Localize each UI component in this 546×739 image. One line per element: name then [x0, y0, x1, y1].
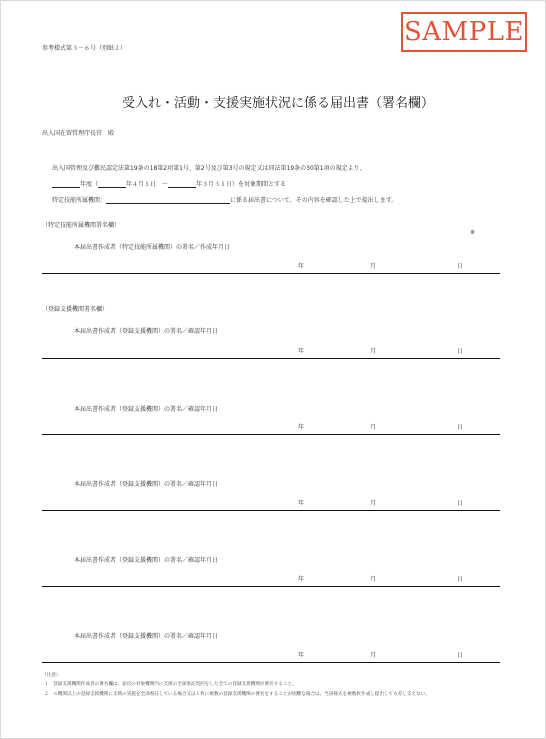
support-org-signature-label: 本届出書作成者（登録支援機関）の署名／確認年月日 [74, 406, 219, 413]
date-year-unit: 年 [298, 652, 305, 659]
start-date: 年４月１日 ～ [126, 181, 169, 188]
date-month-unit: 月 [370, 500, 377, 507]
date-month-unit: 月 [370, 424, 377, 431]
end-date: 年３月３１日）を対象期間とする [196, 181, 287, 188]
signature-line[interactable] [42, 434, 500, 435]
date-year-unit: 年 [298, 576, 305, 583]
date-month-unit: 月 [370, 652, 377, 659]
document-title: 受入れ・活動・支援実施状況に係る届出書（署名欄） [122, 96, 435, 111]
note-item: １ 登録支援機関作成者の署名欄は、届出の対象機関内に支援の全部委託契約をした全ての登録支援機関が署名すること。 [44, 682, 297, 687]
addressee: 出入国在留管理庁長官 殿 [42, 130, 115, 137]
date-year-unit: 年 [298, 348, 305, 355]
year-blank[interactable] [52, 179, 80, 188]
date-day-unit: 日 [457, 348, 464, 355]
date-day-unit: 日 [457, 576, 464, 583]
date-year-unit: 年 [298, 424, 305, 431]
year-label: 年度（ [80, 181, 99, 188]
sample-stamp: SAMPLE [401, 12, 527, 52]
section1-heading: （特定技能所属機関署名欄） [42, 222, 121, 229]
support-org-signature-label: 本届出書作成者（登録支援機関）の署名／確認年月日 [74, 633, 219, 640]
section2-heading: （登録支援機関署名欄） [42, 306, 109, 313]
notes-heading: （注意） [42, 673, 61, 678]
signature-line[interactable] [42, 662, 500, 663]
note-item: ２ ６機関以上の登録支援機関に支援の実施を全部委託している場合又は１枚に複数の登録支援機関の署名をすることが困難な場合は、当該様式を複数枚作成し提出しても差し支えない。 [44, 692, 430, 697]
intro-line-1: 出入国管理及び難民認定法第19条の18第2項第1号、第2号及び第3号の規定又は同法第19条の30第1項の規定より、 [52, 165, 366, 172]
date-month-unit: 月 [370, 348, 377, 355]
date-day-unit: 日 [457, 263, 464, 270]
date-month-unit: 月 [370, 263, 377, 270]
signature-line[interactable] [42, 586, 500, 587]
date-day-unit: 日 [457, 652, 464, 659]
period-line [52, 179, 286, 188]
signature-line[interactable] [42, 358, 500, 359]
org-label: 特定技能所属機関： [52, 197, 107, 204]
form-number: 参考様式第３－６号（別紙２） [42, 45, 127, 52]
signature-line[interactable] [42, 510, 500, 511]
date-year-unit: 年 [298, 263, 305, 270]
date-day-unit: 日 [457, 500, 464, 507]
date-month-unit: 月 [370, 576, 377, 583]
section1-signature-label: 本届出書作成者（特定技能所属機関）の署名／作成年月日 [74, 244, 231, 251]
org-suffix: に係る届出書について、その内容を確認した上で提出します。 [230, 197, 398, 204]
org-name-blank[interactable] [106, 195, 230, 204]
end-year-blank[interactable] [168, 179, 196, 188]
signature-line[interactable] [42, 273, 500, 274]
organization-line [52, 195, 397, 204]
date-day-unit: 日 [457, 424, 464, 431]
date-year-unit: 年 [298, 500, 305, 507]
asterisk-mark: ※ [470, 229, 476, 236]
support-org-signature-label: 本届出書作成者（登録支援機関）の署名／確認年月日 [74, 557, 219, 564]
start-year-blank[interactable] [98, 179, 126, 188]
support-org-signature-label: 本届出書作成者（登録支援機関）の署名／確認年月日 [74, 328, 219, 335]
support-org-signature-label: 本届出書作成者（登録支援機関）の署名／確認年月日 [74, 481, 219, 488]
